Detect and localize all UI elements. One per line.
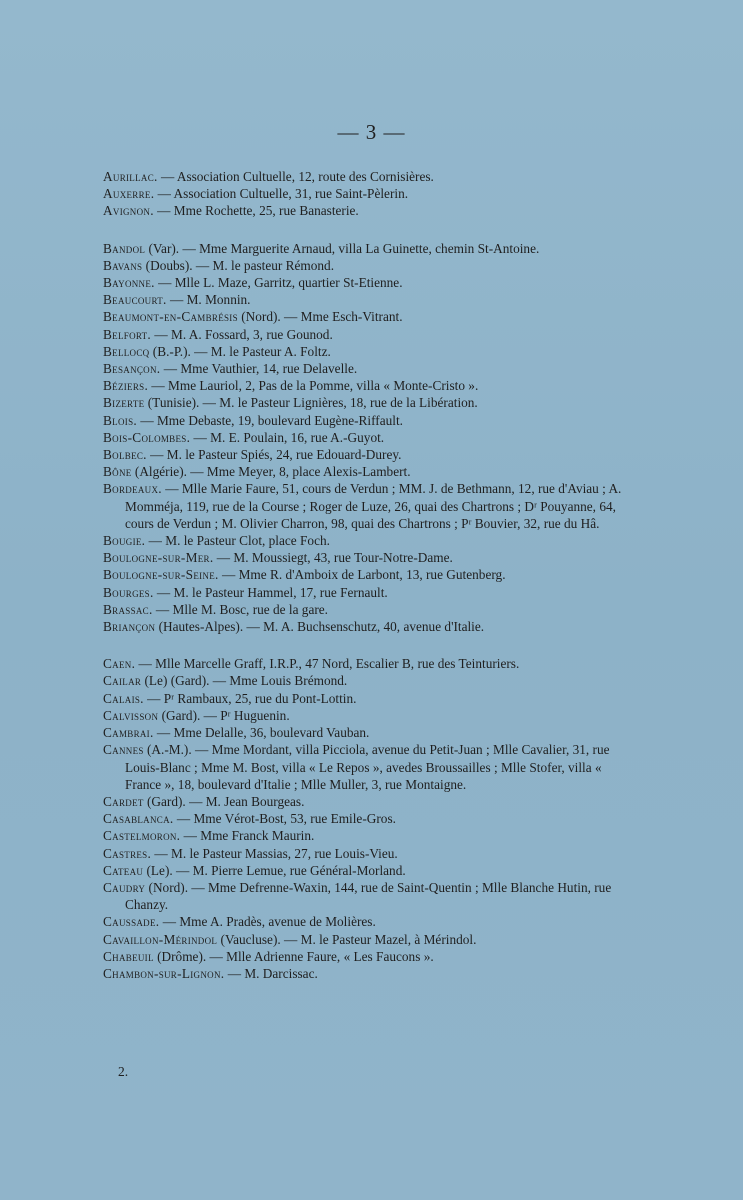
directory-entry [103,257,633,274]
directory-list [103,168,633,982]
place-name: Beaucourt. [103,292,167,308]
entry-details: (Vaucluse). — M. le Pasteur Mazel, à Mérindol. [217,931,477,947]
place-name: Bordeaux. [103,481,162,497]
directory-entry [103,446,633,463]
entry-details: — M. Monnin. [166,292,251,308]
directory-entry [103,584,633,601]
place-name: Avignon. [103,203,154,219]
place-name: Cailar [103,673,142,689]
directory-entry [103,291,633,308]
entry-details: — Mme A. Pradès, avenue de Molières. [159,914,376,930]
entry-details: (B.-P.). — M. le Pasteur A. Foltz. [149,343,331,359]
entry-details: — Mme Lauriol, 2, Pas de la Pomme, villa « Monte-Cristo ». [148,378,479,394]
entry-details: (A.-M.). — Mme Mordant, villa Picciola, avenue du Petit-Juan ; Mlle Cavalier, 31, rue Louis-Blanc ; Mme M. Bost, villa « Le Repos », avedes Broussailles ; Mlle Stofer, villa « France », 18, boulevard d'Italie ; Mlle Muller, 3, rue Montaigne. [125,742,610,792]
section-gap [103,635,633,655]
directory-entry [103,240,633,257]
place-name: Béziers. [103,378,149,394]
directory-entry [103,879,633,913]
place-name: Bizerte [103,395,145,411]
place-name: Belfort. [103,326,152,342]
directory-entry [103,168,633,185]
entry-details: — Mme Vérot-Bost, 53, rue Emile-Gros. [173,811,396,827]
place-name: Calais. [103,690,144,706]
directory-entry [103,913,633,930]
place-name: Chambon-sur-Lignon. [103,965,225,981]
directory-entry [103,412,633,429]
page-number: — 3 — [337,120,406,144]
place-name: Caussade. [103,914,160,930]
place-name: Bois-Colombes. [103,429,191,445]
place-name: Auxerre. [103,186,155,202]
place-name: Blois. [103,412,137,428]
directory-entry [103,618,633,635]
place-name: Cateau [103,862,144,878]
place-name: Caen. [103,656,136,672]
directory-entry [103,429,633,446]
directory-entry [103,360,633,377]
directory-entry [103,202,633,219]
entry-details: — Mme Debaste, 19, boulevard Eugène-Riffault. [137,412,403,428]
place-name: Briançon [103,619,156,635]
entry-details: — Mlle Marcelle Graff, I.R.P., 47 Nord, Escalier B, rue des Teinturiers. [135,656,520,672]
entry-details: — Mlle Marie Faure, 51, cours de Verdun ; MM. J. de Bethmann, 12, rue d'Aviau ; A. Momméja, 119, rue de la Course ; Roger de Luze, 26, quai des Chartrons ; Dʳ Pouyanne, 64, cours de Verdun ; M. Olivier Charron, 98, quai des Chartrons ; Pʳ Bouvier, 32, rue du Hâ. [125,481,622,531]
entry-details: (Nord). — Mme Esch-Vitrant. [237,309,403,325]
entry-details: — M. E. Poulain, 16, rue A.-Guyot. [190,429,385,445]
entry-details: (Gard). — Pʳ Huguenin. [158,707,290,723]
directory-entry [103,343,633,360]
entry-details: (Hautes-Alpes). — M. A. Buchsenschutz, 40, avenue d'Italie. [155,619,485,635]
entry-details: (Algérie). — Mme Meyer, 8, place Alexis-Lambert. [131,464,411,480]
entry-details: — Pʳ Rambaux, 25, rue du Pont-Lottin. [143,690,357,706]
entry-details: (Nord). — Mme Defrenne-Waxin, 144, rue de Saint-Quentin ; Mlle Blanche Hutin, rue Chanzy. [125,879,612,913]
place-name: Cambrai. [103,725,154,741]
directory-entry [103,394,633,411]
directory-entry [103,532,633,549]
directory-entry [103,741,633,793]
directory-entry [103,185,633,202]
place-name: Boulogne-sur-Mer. [103,550,214,566]
entry-details: (Doubs). — M. le pasteur Rémond. [142,257,335,273]
directory-entry [103,308,633,325]
section-gap [103,220,633,240]
entry-details: — Mme Delalle, 36, boulevard Vauban. [153,725,370,741]
place-name: Bourges. [103,584,154,600]
directory-entry [103,672,633,689]
entry-details: — M. A. Fossard, 3, rue Gounod. [151,326,333,342]
directory-entry [103,480,633,532]
directory-entry [103,707,633,724]
place-name: Castelmoron. [103,828,181,844]
directory-entry [103,793,633,810]
place-name: Boulogne-sur-Seine. [103,567,219,583]
directory-entry [103,566,633,583]
directory-entry [103,948,633,965]
entry-details: — M. le Pasteur Hammel, 17, rue Fernault. [153,584,388,600]
entry-details: — Mme R. d'Amboix de Larbont, 13, rue Gutenberg. [218,567,506,583]
entry-details: (Gard). — M. Jean Bourgeas. [143,793,305,809]
place-name: Aurillac. [103,169,158,184]
entry-details: (Tunisie). — M. le Pasteur Lignières, 18, rue de la Libération. [144,395,478,411]
place-name: Bellocq [103,343,150,359]
place-name: Brassac. [103,601,153,617]
place-name: Bône [103,464,132,480]
place-name: Beaumont-en-Cambrésis [103,309,238,325]
directory-entry [103,377,633,394]
directory-entry [103,827,633,844]
place-name: Bayonne. [103,275,155,291]
place-name: Bavans [103,257,143,273]
directory-entry [103,862,633,879]
place-name: Cavaillon-Mérindol [103,931,218,947]
place-name: Casablanca. [103,811,174,827]
entry-details: — Mlle M. Bosc, rue de la gare. [152,601,329,617]
entry-details: — Mme Vauthier, 14, rue Delavelle. [160,361,358,377]
directory-entry [103,326,633,343]
entry-details: — Mlle L. Maze, Garritz, quartier St-Etienne. [154,275,403,291]
entry-details: — M. le Pasteur Massias, 27, rue Louis-Vieu. [151,845,398,861]
entry-details: (Le) (Gard). — Mme Louis Brémond. [141,673,348,689]
directory-entry [103,601,633,618]
entry-details: (Drôme). — Mlle Adrienne Faure, « Les Faucons ». [153,948,434,964]
signature-mark: 2. [118,1064,129,1079]
directory-entry [103,655,633,672]
place-name: Cannes [103,742,144,758]
place-name: Castres. [103,845,152,861]
entry-details: — Mme Franck Maurin. [180,828,315,844]
directory-entry [103,931,633,948]
place-name: Bolbec. [103,447,147,463]
directory-entry [103,274,633,291]
place-name: Besançon. [103,361,161,377]
place-name: Cardet [103,793,144,809]
place-name: Caudry [103,879,146,895]
directory-entry [103,690,633,707]
entry-details: (Le). — M. Pierre Lemue, rue Général-Morland. [143,862,406,878]
place-name: Bandol [103,240,146,256]
entry-details: — Association Cultuelle, 12, route des Cornisières. [157,169,434,184]
place-name: Bougie. [103,533,146,549]
directory-entry [103,810,633,827]
entry-details: — M. le Pasteur Clot, place Foch. [145,533,330,549]
directory-entry [103,549,633,566]
directory-entry [103,965,633,982]
entry-details: (Var). — Mme Marguerite Arnaud, villa La Guinette, chemin St-Antoine. [145,240,540,256]
entry-details: — Association Cultuelle, 31, rue Saint-Pèlerin. [154,186,409,202]
place-name: Chabeuil [103,948,154,964]
entry-details: — M. Darcissac. [224,965,318,981]
directory-entry [103,463,633,480]
entry-details: — M. le Pasteur Spiés, 24, rue Edouard-Durey. [146,447,402,463]
entry-details: — M. Moussiegt, 43, rue Tour-Notre-Dame. [213,550,453,566]
directory-entry [103,845,633,862]
place-name: Calvisson [103,707,159,723]
directory-entry [103,724,633,741]
entry-details: — Mme Rochette, 25, rue Banasterie. [153,203,359,219]
